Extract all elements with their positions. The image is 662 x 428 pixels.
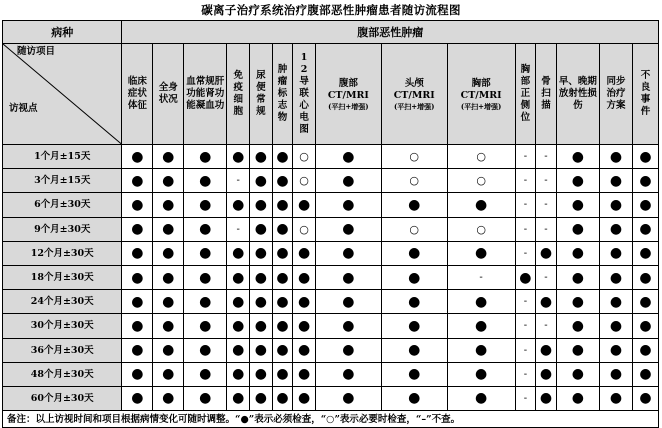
required-check-mark: ● xyxy=(153,145,184,169)
required-check-mark: ● xyxy=(227,362,250,386)
required-check-mark: ● xyxy=(122,338,153,362)
not-checked-mark: - xyxy=(515,314,536,338)
table-row xyxy=(3,290,659,314)
visit-point-cell: 12个月±30天 xyxy=(3,241,122,265)
diagonal-line xyxy=(3,44,121,144)
required-check-mark: ● xyxy=(315,386,381,410)
required-check-mark: ● xyxy=(153,314,184,338)
required-check-mark: ● xyxy=(556,193,599,217)
required-check-mark: ● xyxy=(184,362,227,386)
not-checked-mark: - xyxy=(515,193,536,217)
required-check-mark: ● xyxy=(184,386,227,410)
optional-check-mark: ○ xyxy=(381,217,447,241)
required-check-mark: ● xyxy=(315,314,381,338)
required-check-mark: ● xyxy=(227,386,250,410)
column-header-label: 头颅CT/MRI xyxy=(393,77,435,101)
column-header-sublabel: (平扫+增强) xyxy=(393,101,435,111)
document-title: 碳离子治疗系统治疗腹部恶性肿瘤患者随访流程图 xyxy=(201,3,461,17)
table-row xyxy=(3,314,659,338)
required-check-mark: ● xyxy=(381,362,447,386)
required-check-mark: ● xyxy=(599,265,632,289)
visit-point-cell: 60个月±30天 xyxy=(3,386,122,410)
required-check-mark: ● xyxy=(272,290,293,314)
required-check-mark: ● xyxy=(122,193,153,217)
required-check-mark: ● xyxy=(447,362,515,386)
required-check-mark: ● xyxy=(315,193,381,217)
required-check-mark: ● xyxy=(250,386,273,410)
optional-check-mark: ○ xyxy=(293,145,316,169)
followup-table-container xyxy=(0,20,662,426)
required-check-mark: ● xyxy=(315,362,381,386)
required-check-mark: ● xyxy=(250,290,273,314)
visit-point-cell: 48个月±30天 xyxy=(3,362,122,386)
optional-check-mark: ○ xyxy=(293,217,316,241)
required-check-mark: ● xyxy=(250,145,273,169)
column-header-3 xyxy=(184,44,227,145)
not-checked-mark: - xyxy=(536,217,557,241)
required-check-mark: ● xyxy=(293,290,316,314)
optional-check-mark: ○ xyxy=(381,145,447,169)
not-checked-mark: - xyxy=(447,265,515,289)
visit-point-cell: 18个月±30天 xyxy=(3,265,122,289)
not-checked-mark: - xyxy=(536,265,557,289)
required-check-mark: ● xyxy=(632,193,658,217)
optional-check-mark: ○ xyxy=(293,169,316,193)
required-check-mark: ● xyxy=(153,290,184,314)
required-check-mark: ● xyxy=(536,386,557,410)
not-checked-mark: - xyxy=(536,314,557,338)
required-check-mark: ● xyxy=(381,290,447,314)
required-check-mark: ● xyxy=(632,241,658,265)
required-check-mark: ● xyxy=(293,314,316,338)
required-check-mark: ● xyxy=(556,290,599,314)
column-header-7 xyxy=(293,44,316,145)
required-check-mark: ● xyxy=(315,338,381,362)
required-check-mark: ● xyxy=(381,193,447,217)
required-check-mark: ● xyxy=(632,338,658,362)
required-check-mark: ● xyxy=(272,217,293,241)
optional-check-mark: ○ xyxy=(381,169,447,193)
required-check-mark: ● xyxy=(536,241,557,265)
required-check-mark: ● xyxy=(227,145,250,169)
required-check-mark: ● xyxy=(184,241,227,265)
required-check-mark: ● xyxy=(556,338,599,362)
column-header-sublabel: (平扫+增强) xyxy=(328,101,369,111)
required-check-mark: ● xyxy=(184,290,227,314)
column-header-label: 临床症状体征 xyxy=(127,76,147,111)
table-note: 备注：以上访视时间和项目根据病情变化可随时调整。“●”表示必须检查，“○”表示必要时检查，“–”不查。 xyxy=(3,411,659,428)
required-check-mark: ● xyxy=(632,290,658,314)
not-checked-mark: - xyxy=(227,169,250,193)
required-check-mark: ● xyxy=(632,169,658,193)
required-check-mark: ● xyxy=(250,338,273,362)
required-check-mark: ● xyxy=(153,241,184,265)
not-checked-mark: - xyxy=(227,217,250,241)
required-check-mark: ● xyxy=(447,314,515,338)
required-check-mark: ● xyxy=(599,290,632,314)
column-header-label: 胸部正侧位 xyxy=(520,64,531,123)
table-row xyxy=(3,145,659,169)
required-check-mark: ● xyxy=(153,265,184,289)
required-check-mark: ● xyxy=(153,169,184,193)
required-check-mark: ● xyxy=(599,386,632,410)
table-row xyxy=(3,169,659,193)
column-header-13 xyxy=(556,44,599,145)
required-check-mark: ● xyxy=(381,338,447,362)
visit-point-cell: 1个月±15天 xyxy=(3,145,122,169)
required-check-mark: ● xyxy=(381,265,447,289)
required-check-mark: ● xyxy=(293,362,316,386)
required-check-mark: ● xyxy=(599,193,632,217)
required-check-mark: ● xyxy=(556,314,599,338)
optional-check-mark: ○ xyxy=(447,145,515,169)
required-check-mark: ● xyxy=(272,241,293,265)
required-check-mark: ● xyxy=(599,169,632,193)
required-check-mark: ● xyxy=(272,338,293,362)
not-checked-mark: - xyxy=(515,362,536,386)
required-check-mark: ● xyxy=(122,145,153,169)
required-check-mark: ● xyxy=(315,145,381,169)
required-check-mark: ● xyxy=(536,362,557,386)
required-check-mark: ● xyxy=(272,145,293,169)
not-checked-mark: - xyxy=(515,241,536,265)
required-check-mark: ● xyxy=(122,265,153,289)
table-row xyxy=(3,193,659,217)
table-row xyxy=(3,241,659,265)
column-header-label: 12导联心电图 xyxy=(299,52,309,135)
required-check-mark: ● xyxy=(599,145,632,169)
not-checked-mark: - xyxy=(536,169,557,193)
required-check-mark: ● xyxy=(599,314,632,338)
column-header-label: 胸部CT/MRI xyxy=(460,77,502,101)
column-header-label: 骨扫描 xyxy=(541,76,551,111)
required-check-mark: ● xyxy=(122,217,153,241)
not-checked-mark: - xyxy=(515,338,536,362)
required-check-mark: ● xyxy=(250,169,273,193)
required-check-mark: ● xyxy=(632,145,658,169)
not-checked-mark: - xyxy=(536,193,557,217)
column-header-row xyxy=(3,44,659,145)
required-check-mark: ● xyxy=(272,193,293,217)
required-check-mark: ● xyxy=(599,362,632,386)
followup-table xyxy=(2,20,659,428)
not-checked-mark: - xyxy=(515,145,536,169)
not-checked-mark: - xyxy=(536,145,557,169)
required-check-mark: ● xyxy=(153,362,184,386)
optional-check-mark: ○ xyxy=(447,169,515,193)
required-check-mark: ● xyxy=(227,338,250,362)
required-check-mark: ● xyxy=(272,169,293,193)
required-check-mark: ● xyxy=(556,241,599,265)
required-check-mark: ● xyxy=(184,338,227,362)
required-check-mark: ● xyxy=(250,241,273,265)
column-header-label: 腹部CT/MRI xyxy=(327,77,369,101)
column-header-10 xyxy=(447,44,515,145)
column-header-label: 不良事件 xyxy=(640,70,651,117)
diagonal-header-cell xyxy=(3,44,122,145)
diagonal-label-items: 随访项目 xyxy=(17,46,56,57)
required-check-mark: ● xyxy=(599,241,632,265)
required-check-mark: ● xyxy=(153,338,184,362)
required-check-mark: ● xyxy=(315,241,381,265)
column-header-4 xyxy=(227,44,250,145)
column-header-6 xyxy=(272,44,293,145)
required-check-mark: ● xyxy=(556,362,599,386)
required-check-mark: ● xyxy=(315,290,381,314)
required-check-mark: ● xyxy=(272,362,293,386)
not-checked-mark: - xyxy=(515,386,536,410)
required-check-mark: ● xyxy=(184,169,227,193)
required-check-mark: ● xyxy=(153,217,184,241)
not-checked-mark: - xyxy=(515,169,536,193)
required-check-mark: ● xyxy=(556,169,599,193)
table-body xyxy=(3,145,659,411)
table-row xyxy=(3,386,659,410)
required-check-mark: ● xyxy=(122,290,153,314)
required-check-mark: ● xyxy=(293,265,316,289)
required-check-mark: ● xyxy=(599,217,632,241)
required-check-mark: ● xyxy=(250,362,273,386)
required-check-mark: ● xyxy=(122,169,153,193)
not-checked-mark: - xyxy=(515,290,536,314)
column-header-label: 免疫细胞 xyxy=(233,70,243,117)
required-check-mark: ● xyxy=(122,314,153,338)
required-check-mark: ● xyxy=(447,386,515,410)
required-check-mark: ● xyxy=(122,362,153,386)
column-header-8 xyxy=(315,44,381,145)
required-check-mark: ● xyxy=(536,338,557,362)
required-check-mark: ● xyxy=(250,265,273,289)
visit-point-cell: 36个月±30天 xyxy=(3,338,122,362)
required-check-mark: ● xyxy=(250,314,273,338)
required-check-mark: ● xyxy=(315,217,381,241)
required-check-mark: ● xyxy=(250,193,273,217)
required-check-mark: ● xyxy=(153,386,184,410)
table-header xyxy=(3,21,659,145)
column-header-label: 全身状况 xyxy=(158,82,178,105)
required-check-mark: ● xyxy=(227,241,250,265)
required-check-mark: ● xyxy=(447,338,515,362)
required-check-mark: ● xyxy=(293,338,316,362)
column-header-label: 早、晚期放射性损伤 xyxy=(558,76,597,111)
column-header-2 xyxy=(153,44,184,145)
required-check-mark: ● xyxy=(381,314,447,338)
required-check-mark: ● xyxy=(184,145,227,169)
column-header-label: 血常规肝功能肾功能凝血功 xyxy=(186,76,225,111)
required-check-mark: ● xyxy=(536,290,557,314)
required-check-mark: ● xyxy=(293,241,316,265)
column-header-5 xyxy=(250,44,273,145)
column-header-14 xyxy=(599,44,632,145)
column-header-11 xyxy=(515,44,536,145)
disease-name-header: 腹部恶性肿瘤 xyxy=(122,21,659,44)
required-check-mark: ● xyxy=(122,241,153,265)
required-check-mark: ● xyxy=(227,290,250,314)
not-checked-mark: - xyxy=(515,217,536,241)
required-check-mark: ● xyxy=(250,217,273,241)
required-check-mark: ● xyxy=(227,265,250,289)
required-check-mark: ● xyxy=(632,386,658,410)
required-check-mark: ● xyxy=(184,217,227,241)
required-check-mark: ● xyxy=(632,265,658,289)
column-header-12 xyxy=(536,44,557,145)
required-check-mark: ● xyxy=(315,265,381,289)
required-check-mark: ● xyxy=(632,314,658,338)
table-row xyxy=(3,265,659,289)
required-check-mark: ● xyxy=(272,386,293,410)
required-check-mark: ● xyxy=(556,386,599,410)
visit-point-cell: 3个月±15天 xyxy=(3,169,122,193)
optional-check-mark: ○ xyxy=(447,217,515,241)
required-check-mark: ● xyxy=(272,265,293,289)
required-check-mark: ● xyxy=(556,265,599,289)
required-check-mark: ● xyxy=(599,338,632,362)
visit-point-cell: 6个月±30天 xyxy=(3,193,122,217)
required-check-mark: ● xyxy=(122,386,153,410)
required-check-mark: ● xyxy=(184,265,227,289)
visit-point-cell: 9个月±30天 xyxy=(3,217,122,241)
table-row xyxy=(3,338,659,362)
required-check-mark: ● xyxy=(315,169,381,193)
column-header-label: 肿瘤标志物 xyxy=(277,64,288,123)
visit-point-cell: 30个月±30天 xyxy=(3,314,122,338)
column-header-15 xyxy=(632,44,658,145)
column-header-label: 同步治疗方案 xyxy=(606,76,626,111)
required-check-mark: ● xyxy=(184,193,227,217)
required-check-mark: ● xyxy=(153,193,184,217)
column-header-1 xyxy=(122,44,153,145)
required-check-mark: ● xyxy=(381,241,447,265)
column-header-sublabel: (平扫+增强) xyxy=(460,101,502,111)
required-check-mark: ● xyxy=(632,362,658,386)
disease-column-header: 病种 xyxy=(3,21,122,44)
required-check-mark: ● xyxy=(556,217,599,241)
diagonal-label-visits: 访视点 xyxy=(9,103,38,114)
required-check-mark: ● xyxy=(184,314,227,338)
table-row xyxy=(3,362,659,386)
required-check-mark: ● xyxy=(227,193,250,217)
column-header-label: 尿便常规 xyxy=(256,70,266,117)
required-check-mark: ● xyxy=(293,193,316,217)
required-check-mark: ● xyxy=(227,314,250,338)
required-check-mark: ● xyxy=(556,145,599,169)
required-check-mark: ● xyxy=(515,265,536,289)
required-check-mark: ● xyxy=(293,386,316,410)
required-check-mark: ● xyxy=(381,386,447,410)
column-header-9 xyxy=(381,44,447,145)
required-check-mark: ● xyxy=(447,193,515,217)
required-check-mark: ● xyxy=(272,314,293,338)
visit-point-cell: 24个月±30天 xyxy=(3,290,122,314)
required-check-mark: ● xyxy=(632,217,658,241)
required-check-mark: ● xyxy=(447,290,515,314)
table-row xyxy=(3,217,659,241)
required-check-mark: ● xyxy=(447,241,515,265)
